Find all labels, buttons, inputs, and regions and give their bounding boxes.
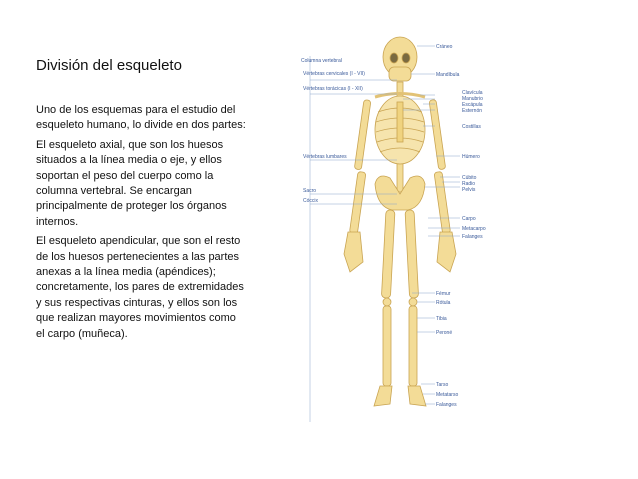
right-tibia [409, 306, 417, 386]
jaw [389, 67, 411, 81]
label-manubrio: Manubrio [462, 96, 483, 102]
label-escapula: Escápula [462, 102, 483, 108]
label-radio: Radio [462, 181, 476, 187]
label-toracicas: Vértebras torácicas (I - XII) [303, 86, 363, 92]
label-femur: Fémur [436, 291, 451, 297]
right-foot [408, 386, 426, 406]
axial-paragraph: El esqueleto axial, que son los huesos situados a la línea media o eje, y ellos soportan el peso del cuerpo como la columna vertebral. Se encargan principalmente de proteger los órganos internos. [36, 138, 227, 228]
right-hand [437, 232, 456, 272]
label-cervicales: Vértebras cervicales (I - VII) [303, 71, 365, 77]
label-tibia: Tibia [436, 316, 447, 322]
left-hand [344, 232, 363, 272]
skeleton-diagram [290, 22, 500, 422]
sternum [397, 102, 403, 142]
left-foot [374, 386, 392, 406]
label-tarso: Tarso [436, 382, 449, 388]
label-lumbares: Vértebras lumbares [303, 154, 347, 160]
label-perone: Peroné [436, 330, 453, 336]
left-patella [383, 298, 391, 306]
label-costillas: Costillas [462, 124, 481, 130]
label-esternon: Esternón [462, 108, 483, 114]
label-columna: Columna vertebral [301, 58, 342, 64]
label-mandibula: Mandíbula [436, 72, 460, 78]
left-humerus [354, 100, 371, 170]
skeleton-bones [344, 37, 459, 406]
skeleton-svg [290, 22, 500, 422]
label-metacarpo: Metacarpo [462, 226, 486, 232]
left-tibia [383, 306, 391, 386]
label-craneo: Cráneo [436, 44, 453, 50]
label-falanges-pie: Falanges [436, 402, 457, 408]
label-metatarso: Metatarso [436, 392, 459, 398]
right-femur [405, 210, 419, 298]
label-clavicula: Clavícula [462, 90, 483, 96]
intro-paragraph: Uno de los esquemas para el estudio del esqueleto humano, lo divide en dos partes: [36, 104, 246, 132]
appendicular-paragraph: El esqueleto apendicular, que son el resto de los huesos pertenecientes a las partes anexas a la línea media (apéndices); concretamente, los pares de extremidades y sus respectivas cinturas, y ellos son los que realizan mayores movimientos como el carpo (muñeca). [36, 235, 244, 340]
label-rotula: Rótula [436, 300, 451, 306]
label-carpo: Carpo [462, 216, 476, 222]
left-forearm [349, 171, 366, 234]
label-humero: Húmero [462, 154, 480, 160]
label-sacro: Sacro [303, 188, 317, 194]
label-cubito: Cúbito [462, 175, 477, 181]
label-pelvis: Pelvis [462, 187, 476, 193]
slide-title: División del esqueleto [36, 57, 182, 74]
label-falanges-mano: Falanges [462, 234, 483, 240]
right-forearm [434, 171, 451, 234]
slide-body [36, 103, 246, 346]
right-patella [409, 298, 417, 306]
label-coccix: Cóccix [303, 198, 319, 204]
left-femur [381, 210, 395, 298]
